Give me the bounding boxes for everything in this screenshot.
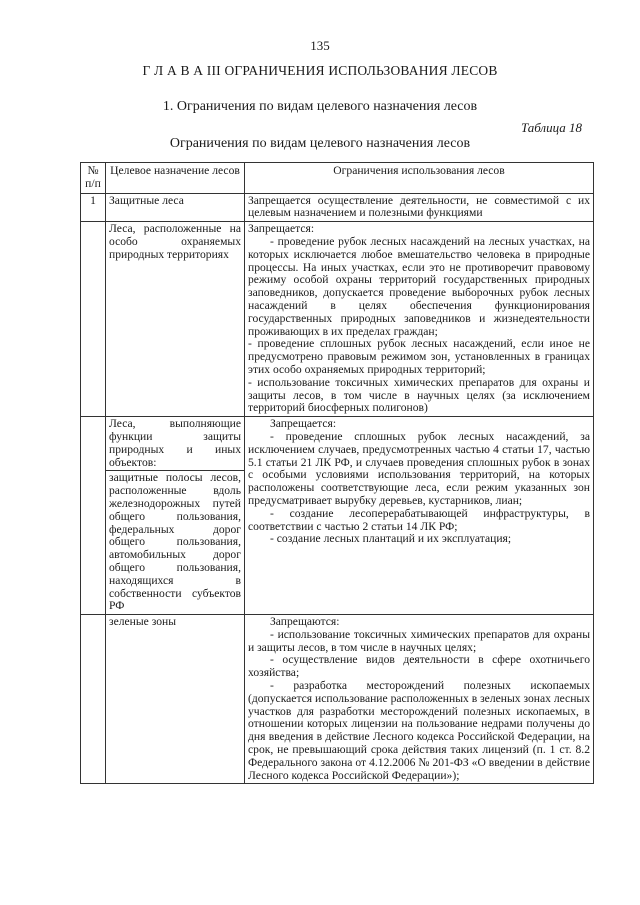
table-row xyxy=(81,615,594,784)
table-row xyxy=(81,222,594,417)
restriction-text: - использование токсичных химических препаратов для охраны и защиты лесов, в том числе в научных целях (за исключением территорий биосферных полигонов) xyxy=(248,375,590,415)
row-num xyxy=(81,417,106,615)
restriction-text: - разработка месторождений полезных ископаемых (допускается использование расположенных в зеленых зонах лесных участков для разработки месторождений полезных ископаемых, в отношении которых лицензии на пользование недрами получены до дня введения в действие Лесного кодекса Российской Федерации, на срок, не превышающий срока действия таких лицензий (п. 1 ст. 8.2 Федерального закона от 4.12.2006 № 201-ФЗ «О введении в действие Лесного кодекса Российской Федерации»); xyxy=(248,679,590,782)
row-purpose: зеленые зоны xyxy=(106,615,245,784)
row-purpose: Защитные леса xyxy=(106,193,245,222)
page-number: 135 xyxy=(310,38,330,53)
row-restrictions xyxy=(245,615,594,784)
restriction-text: Запрещается: xyxy=(248,222,315,236)
restriction-text: Запрещается осуществление деятельности, не совместимой с их целевым назначением и полезными функциями xyxy=(248,193,590,220)
table-row xyxy=(81,193,594,222)
restriction-text: Запрещается: xyxy=(270,417,337,431)
row-restrictions xyxy=(245,417,594,615)
table-header-row xyxy=(81,163,594,194)
row-num xyxy=(81,615,106,784)
header-purpose: Целевое назначение лесов xyxy=(106,163,245,194)
row-num: 1 xyxy=(81,193,106,222)
row-restrictions xyxy=(245,193,594,222)
restriction-text: - создание лесоперерабатывающей инфраструктуры, в соответствии с частью 2 статьи 14 ЛК РФ; xyxy=(248,506,590,533)
restriction-text: - использование токсичных химических препаратов для охраны и защиты лесов, в том числе в научных целях; xyxy=(248,627,590,654)
row-purpose: Леса, расположенные на особо охраняемых природных территориях xyxy=(106,222,245,417)
purpose-subcategory: защитные полосы лесов, расположенные вдоль железнодорожных путей общего пользования, федеральных дорог общего пользования, автомобильных дорог общего пользования, находящихся в собственности субъектов РФ xyxy=(109,471,241,613)
table-row xyxy=(81,417,594,615)
restriction-text: - создание лесных плантаций и их эксплуатация; xyxy=(270,532,512,546)
section-title: 1. Ограничения по видам целевого назначения лесов xyxy=(162,99,478,114)
header-num: № п/п xyxy=(81,163,106,194)
table-label: Таблица 18 xyxy=(520,120,582,135)
restrictions-table xyxy=(80,162,594,784)
chapter-title: Г Л А В А III ОГРАНИЧЕНИЯ ИСПОЛЬЗОВАНИЯ ЛЕСОВ xyxy=(142,63,498,78)
restriction-text: - проведение рубок лесных насаждений на лесных участках, на которых исключается любое вмешательство человека в природные процессы. На иных участках, если это не противоречит правовому режиму особой охраны территорий государственных природных заповедников, допускается проведение выборочных рубок лесных насаждений в целях обеспечения функционирования государственных природных заповедников и жизнедеятельности проживающих в их пределах граждан; xyxy=(248,234,590,338)
table-title: Ограничения по видам целевого назначения лесов xyxy=(169,136,471,151)
purpose-heading: Леса, выполняющие функции защиты природных и иных объектов: xyxy=(106,417,244,471)
restriction-text: - осуществление видов деятельности в сфере охотничьего хозяйства; xyxy=(248,653,590,680)
row-purpose xyxy=(106,417,245,615)
restriction-text: - проведение сплошных рубок лесных насаждений, если иное не предусмотрено правовым режимом зон, установленных в границах этих особо охраняемых природных территорий; xyxy=(248,337,590,376)
restriction-text: - проведение сплошных рубок лесных насаждений, за исключением случаев, предусмотренных частью 4 статьи 17, частью 5.1 статьи 21 ЛК РФ, и случаев проведения сплошных рубок в зонах с особыми условиями использования территорий, на которых расположены соответствующие леса, если режим указанных зон предусматривает вырубку деревьев, кустарников, лиан; xyxy=(248,429,590,507)
restriction-text: Запрещаются: xyxy=(270,615,340,629)
row-restrictions xyxy=(245,222,594,417)
row-num xyxy=(81,222,106,417)
header-restrictions: Ограничения использования лесов xyxy=(245,163,594,194)
